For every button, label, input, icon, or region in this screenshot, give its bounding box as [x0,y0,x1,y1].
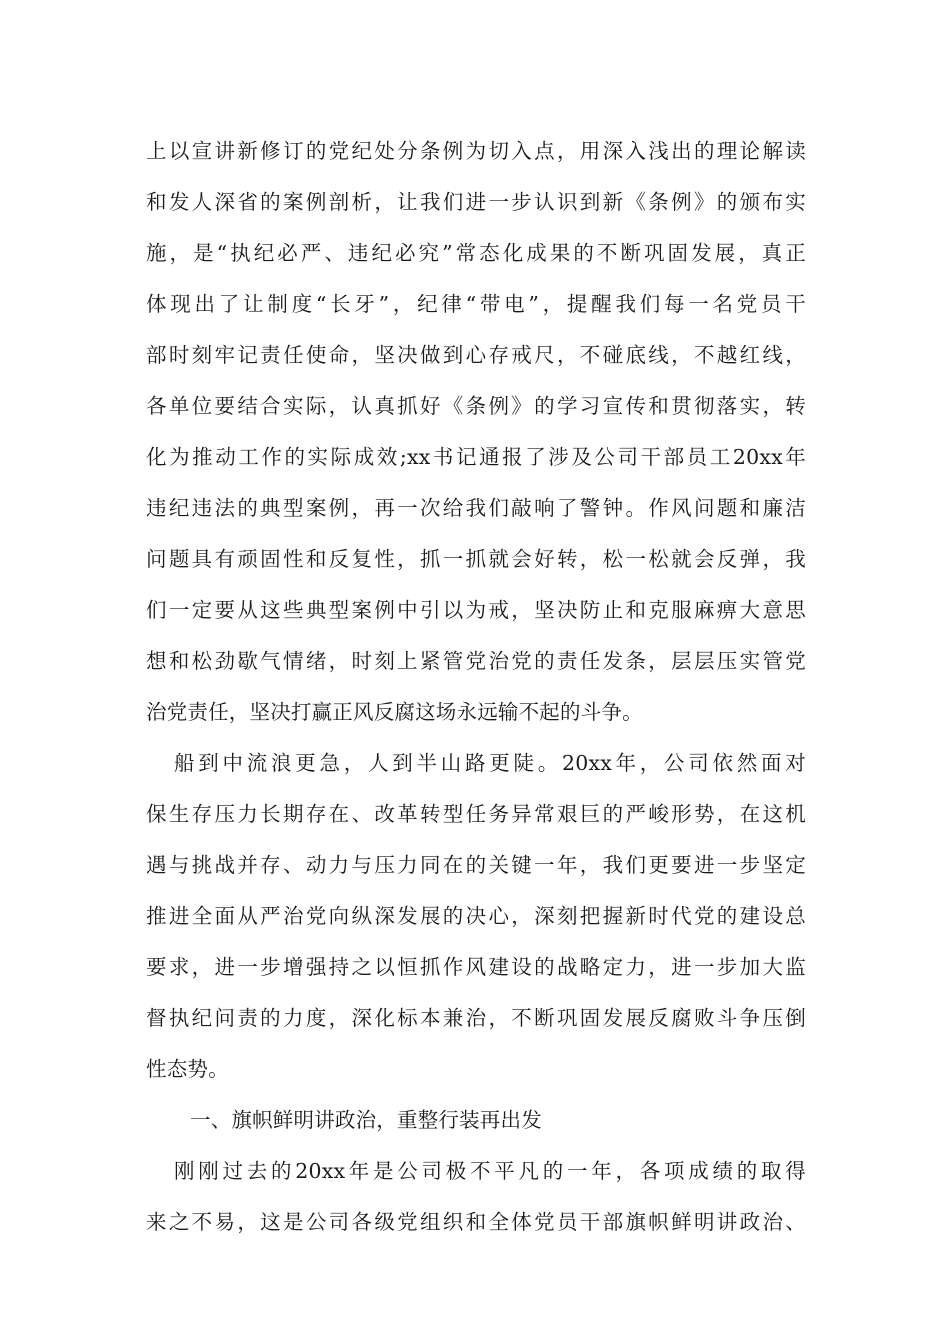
paragraph-1-line-6: 各单位要结合实际，认真抓好《条例》的学习宣传和贯彻落实，转 [146,394,806,418]
paragraph-1-line-5: 部时刻牢记责任使命，坚决做到心存戒尺，不碰底线，不越红线， [146,343,806,367]
paragraph-2-line-2: 保生存压力长期存在、改革转型任务异常艰巨的严峻形势，在这机 [146,802,806,826]
paragraph-1-line-2: 和发人深省的案例剖析，让我们进一步认识到新《条例》的颁布实 [146,190,806,214]
paragraph-2-line-1: 船到中流浪更急，人到半山路更陡。20xx年，公司依然面对 [174,751,806,775]
paragraph-3-line-1: 刚刚过去的20xx年是公司极不平凡的一年，各项成绩的取得 [174,1159,806,1183]
paragraph-2-line-5: 要求，进一步增强持之以恒抓作风建设的战略定力，进一步加大监 [146,955,806,979]
paragraph-2-line-4: 推进全面从严治党向纵深发展的决心，深刻把握新时代党的建设总 [146,904,806,928]
paragraph-2-line-6: 督执纪问责的力度，深化标本兼治，不断巩固发展反腐败斗争压倒 [146,1006,806,1030]
section-heading-1: 一、旗帜鲜明讲政治，重整行装再出发 [190,1108,542,1132]
paragraph-1-line-8: 违纪违法的典型案例，再一次给我们敲响了警钟。作风问题和廉洁 [146,496,806,520]
paragraph-1-line-7: 化为推动工作的实际成效;xx书记通报了涉及公司干部员工20xx年 [146,445,806,469]
paragraph-2-line-7: 性态势。 [146,1057,229,1081]
paragraph-1-line-11: 想和松劲歇气情绪，时刻上紧管党治党的责任发条，层层压实管党 [146,649,806,673]
paragraph-1-line-9: 问题具有顽固性和反复性，抓一抓就会好转，松一松就会反弹，我 [146,547,806,571]
paragraph-1-line-3: 施，是“执纪必严、违纪必究”常态化成果的不断巩固发展，真正 [146,241,806,265]
paragraph-2-line-3: 遇与挑战并存、动力与压力同在的关键一年，我们更要进一步坚定 [146,853,806,877]
paragraph-1-line-10: 们一定要从这些典型案例中引以为戒，坚决防止和克服麻痹大意思 [146,598,806,622]
paragraph-1-line-4: 体现出了让制度“长牙”，纪律“带电”，提醒我们每一名党员干 [146,292,806,316]
paragraph-3-line-2: 来之不易，这是公司各级党组织和全体党员干部旗帜鲜明讲政治、 [146,1210,806,1234]
paragraph-1-line-1: 上以宣讲新修订的党纪处分条例为切入点，用深入浅出的理论解读 [146,139,806,163]
paragraph-1-line-12: 治党责任，坚决打赢正风反腐这场永远输不起的斗争。 [146,700,643,724]
